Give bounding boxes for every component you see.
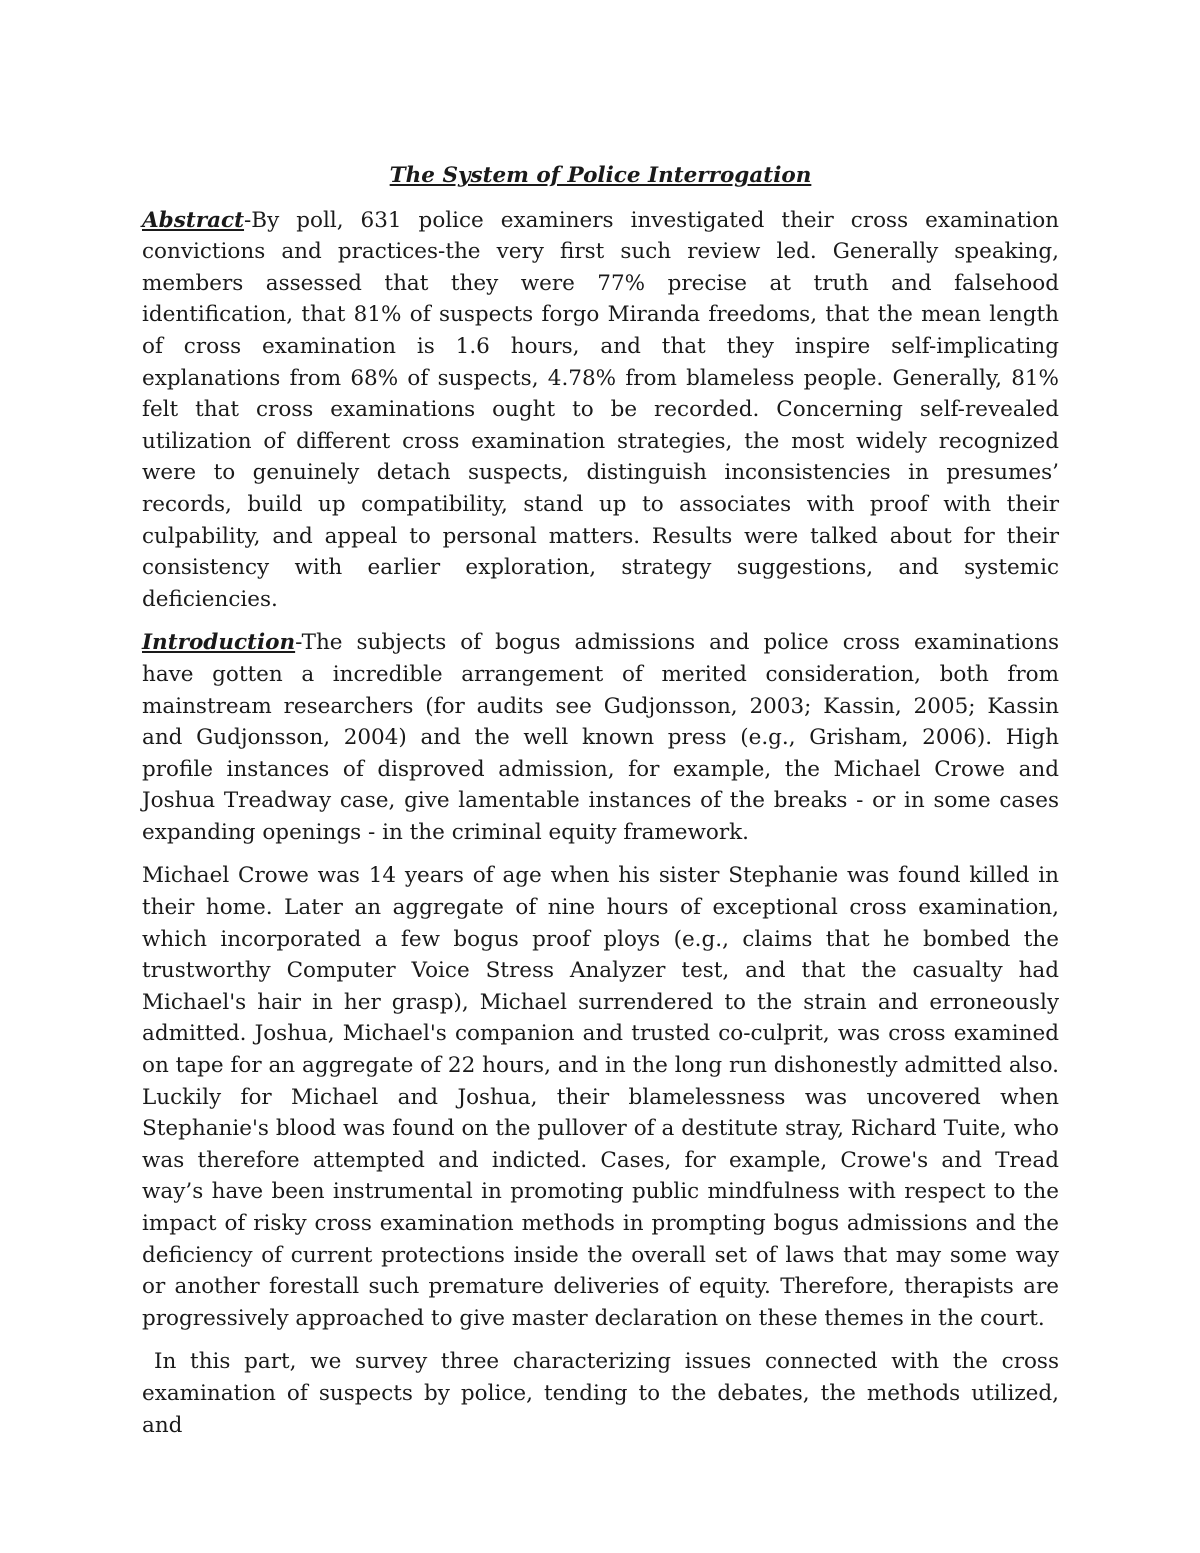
abstract-heading: Abstract [142, 207, 245, 233]
introduction-text: -The subjects of bogus admissions and police cross examinations have gotten a incredible arrangement of merited consideration, both from mainstream researchers (for audits see Gudjonsson, 2003; Kassin, 2005; Kassin and Gudjonsson, 2004) and the well known press (e.g., Grisham, 2006). High profile instances of disproved admission, for example, the Michael Crowe and Joshua Treadway case, give lamentable instances of the breaks - or in some cases expanding openings - in the criminal equity framework. [142, 630, 1059, 845]
introduction-heading: Introduction [142, 630, 296, 656]
crowe-case-paragraph: Michael Crowe was 14 years of age when his sister Stephanie was found killed in their home. Later an aggregate of nine hours of exceptional cross examination, which incorporated a few bogus proof ploys (e.g., claims that he bombed the trustworthy Computer Voice Stress Analyzer test, and that the casualty had Michael's hair in her grasp), Michael surrendered to the strain and erroneously admitted. Joshua, Michael's companion and trusted co-culprit, was cross examined on tape for an aggregate of 22 hours, and in the long run dishonestly admitted also. Luckily for Michael and Joshua, their blamelessness was uncovered when Stephanie's blood was found on the pullover of a destitute stray, Richard Tuite, who was therefore attempted and indicted. Cases, for example, Crowe's and Tread way’s have been instrumental in promoting public mindfulness with respect to the impact of risky cross examination methods in prompting bogus admissions and the deficiency of current protections inside the overall set of laws that may some way or another forestall such premature deliveries of equity. Therefore, therapists are progressively approached to give master declaration on these themes in the court. [142, 863, 1059, 1331]
document-title: The System of Police Interrogation [389, 163, 812, 188]
introduction-paragraph [142, 627, 1059, 848]
document-page [142, 160, 1059, 1453]
abstract-text: -By poll, 631 police examiners investigated their cross examination convictions and practices-the very first such review led. Generally speaking, members assessed that they were 77% precise at truth and falsehood identification, that 81% of suspects forgo Miranda freedoms, that the mean length of cross examination is 1.6 hours, and that they inspire self-implicating explanations from 68% of suspects, 4.78% from blameless people. Generally, 81% felt that cross examinations ought to be recorded. Concerning self-revealed utilization of different cross examination strategies, the most widely recognized were to genuinely detach suspects, distinguish inconsistencies in presumes’ records, build up compatibility, stand up to associates with proof with their culpability, and appeal to personal matters. Results were talked about for their consistency with earlier exploration, strategy suggestions, and systemic deficiencies. [142, 207, 1059, 612]
abstract-paragraph [142, 205, 1059, 616]
survey-paragraph: In this part, we survey three characterizing issues connected with the cross examination of suspects by police, tending to the debates, the methods utilized, and [142, 1349, 1059, 1438]
